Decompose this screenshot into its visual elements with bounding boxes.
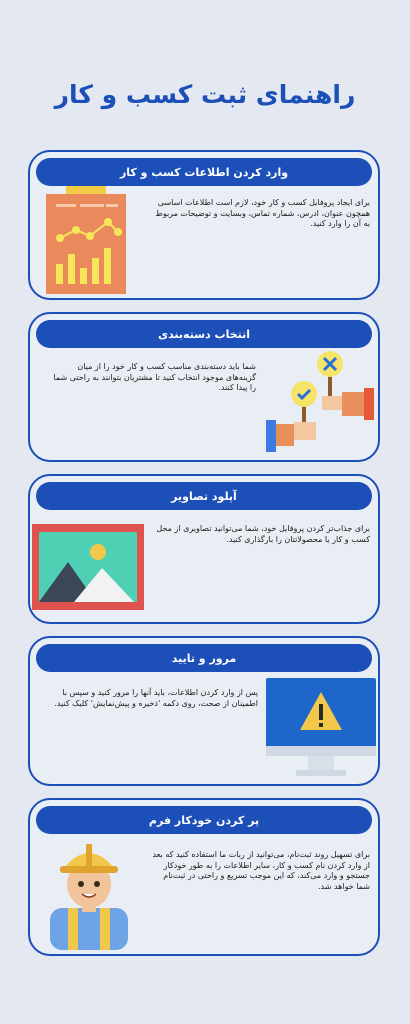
step-text-3: برای جذاب‌تر کردن پروفایل خود، شما می‌توانید تصاویری از محل کسب و کار یا محصولاتتان را بارگذاری کنید. bbox=[156, 524, 370, 544]
step-heading-4: مرور و تایید bbox=[36, 644, 372, 672]
image-frame-icon bbox=[32, 524, 146, 612]
step-text-1: برای ایجاد پروفایل کسب و کار خود، لازم است اطلاعات اساسی همچون عنوان، ادرس، شماره تماس، وبسایت و توضیحات مربوط به آن را وارد کنید. bbox=[155, 198, 370, 228]
step-heading-3: آپلود تصاویر bbox=[36, 482, 372, 510]
hands-check-cross-icon bbox=[266, 348, 376, 460]
step-card-3 bbox=[28, 474, 380, 624]
worker-avatar-icon bbox=[46, 838, 136, 950]
step-text-5: برای تسهیل روند ثبت‌نام، می‌توانید از ربات ما استفاده کنید که بعد از وارد کردن نام کسب و کار، سایر اطلاعات را به طور خودکار جستجو و وارد می‌کند، که این موجب تسریع و راحتی در ثبت‌نام شما خواهد شد. bbox=[152, 850, 370, 891]
step-card-2 bbox=[28, 312, 380, 462]
step-text-4: پس از وارد کردن اطلاعات، باید آنها را مرور کنید و سپس با اطمینان از صحت، روی دکمه 'ذخیره و پیش‌نمایش' کلیک کنید. bbox=[54, 688, 258, 708]
page-title: راهنمای ثبت کسب و کار bbox=[54, 80, 356, 109]
chart-board-icon bbox=[38, 186, 134, 296]
step-card-5 bbox=[28, 798, 380, 956]
step-card-1 bbox=[28, 150, 380, 300]
step-heading-5: پر کردن خودکار فرم bbox=[36, 806, 372, 834]
monitor-warning-icon bbox=[266, 678, 378, 784]
step-heading-2: انتخاب دسته‌بندی bbox=[36, 320, 372, 348]
step-card-4 bbox=[28, 636, 380, 786]
step-heading-1: وارد کردن اطلاعات کسب و کار bbox=[36, 158, 372, 186]
step-text-2: شما باید دسته‌بندی مناسب کسب و کار خود را از میان گزینه‌های موجود انتخاب کنید تا مشتریان بتوانند به راحتی شما را پیدا کنند. bbox=[53, 362, 256, 392]
